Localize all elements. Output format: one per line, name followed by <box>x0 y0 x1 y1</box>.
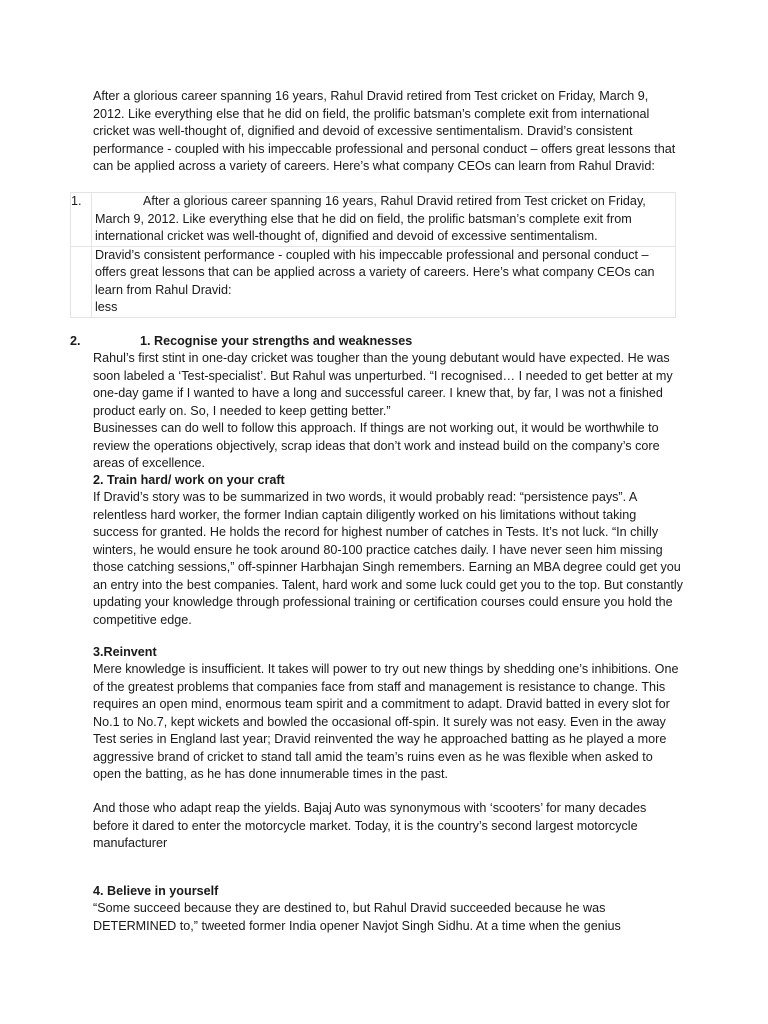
table-cell-extra: less <box>95 300 118 314</box>
table-cell-text: Dravid’s consistent performance - coupled with his impeccable professional and personal conduct – offers great lessons that can be applied across a variety of careers. Here’s what company CEOs can learn from Rahul Dravid: <box>95 247 655 297</box>
table-cell <box>92 246 676 317</box>
section-paragraph: If Dravid’s story was to be summarized in two words, it would probably read: “persistence pays”. A relentless hard worker, the former Indian captain diligently worked on his limitations without taking success for granted. He holds the record for highest number of catches in Tests. It’s not luck. “In chilly winters, he would ensure he took around 80-100 practice catches daily. I have never seen him missing those catching sessions,” off-spinner Harbhajan Singh remembers. Earning an MBA degree could get you an entry into the best companies. Talent, hard work and some luck could get you to the top. But constantly updating your knowledge through professional training or certification courses could ensure you hold the competitive edge. <box>93 490 683 627</box>
table-row <box>71 246 676 317</box>
section-paragraph: “Some succeed because they are destined to, but Rahul Dravid succeeded because he was DETERMINED to,” tweeted former India opener Navjot Singh Sidhu. At a time when the genius <box>93 901 621 933</box>
table-cell <box>92 193 676 247</box>
row-number: 1. <box>71 193 92 247</box>
section-paragraph: And those who adapt reap the yields. Bajaj Auto was synonymous with ‘scooters’ for many decades before it dared to enter the motorcycle market. Today, it is the country’s second largest motorcycle manufacturer <box>93 801 647 850</box>
section-paragraph: Rahul’s first stint in one-day cricket was tougher than the young debutant would have expected. He was soon labeled a ‘Test-specialist’. But Rahul was unperturbed. “I recognised… I needed to get better at my one-day game if I wanted to have a long and successful career. I knew that, by far, I was not a finished product early on. So, I needed to keep getting better.” <box>93 351 673 418</box>
section-paragraph: Mere knowledge is insufficient. It takes will power to try out new things by shedding one’s inhibitions. One of the greatest problems that companies face from staff and management is resistance to change. This requires an open mind, enormous team spirit and a commitment to adapt. Dravid batted in every slot for No.1 to No.7, kept wickets and bowled the occasional off-spin. It surely was not easy. Even in the away Test series in England last year; Dravid reinvented the way he approached batting as he played a more aggressive brand of cricket to stand tall amid the team’s ruins even as he was flexible when asked to open the batting, as he has done innumerable times in the past. <box>93 662 679 781</box>
list-number: 2. <box>70 334 81 348</box>
section-heading: 2. Train hard/ work on your craft <box>93 473 285 487</box>
table-cell-text: After a glorious career spanning 16 years, Rahul Dravid retired from Test cricket on Friday, March 9, 2012. Like everything else that he did on field, the prolific batsman’s complete exit from international cricket was well-thought of, dignified and devoid of excessive sentimentalism. <box>95 194 646 243</box>
section-paragraph: Businesses can do well to follow this approach. If things are not working out, it would be worthwhile to review the operations objectively, scrap ideas that don’t work and instead build on the company’s core areas of excellence. <box>93 421 660 470</box>
table-row <box>71 193 676 247</box>
quoted-table <box>70 192 676 318</box>
section-heading: 1. Recognise your strengths and weaknesses <box>140 334 413 348</box>
row-number-empty <box>71 246 92 317</box>
intro-paragraph: After a glorious career spanning 16 years, Rahul Dravid retired from Test cricket on Friday, March 9, 2012. Like everything else that he did on field, the prolific batsman’s complete exit from international cricket was well-thought of, dignified and devoid of excessive sentimentalism. Dravid’s consistent performance - coupled with his impeccable professional and personal conduct – offers great lessons that can be applied across a variety of careers. Here’s what company CEOs can learn from Rahul Dravid: <box>93 89 676 173</box>
section-heading: 4. Believe in yourself <box>93 884 219 898</box>
section-heading: 3.Reinvent <box>93 645 157 659</box>
